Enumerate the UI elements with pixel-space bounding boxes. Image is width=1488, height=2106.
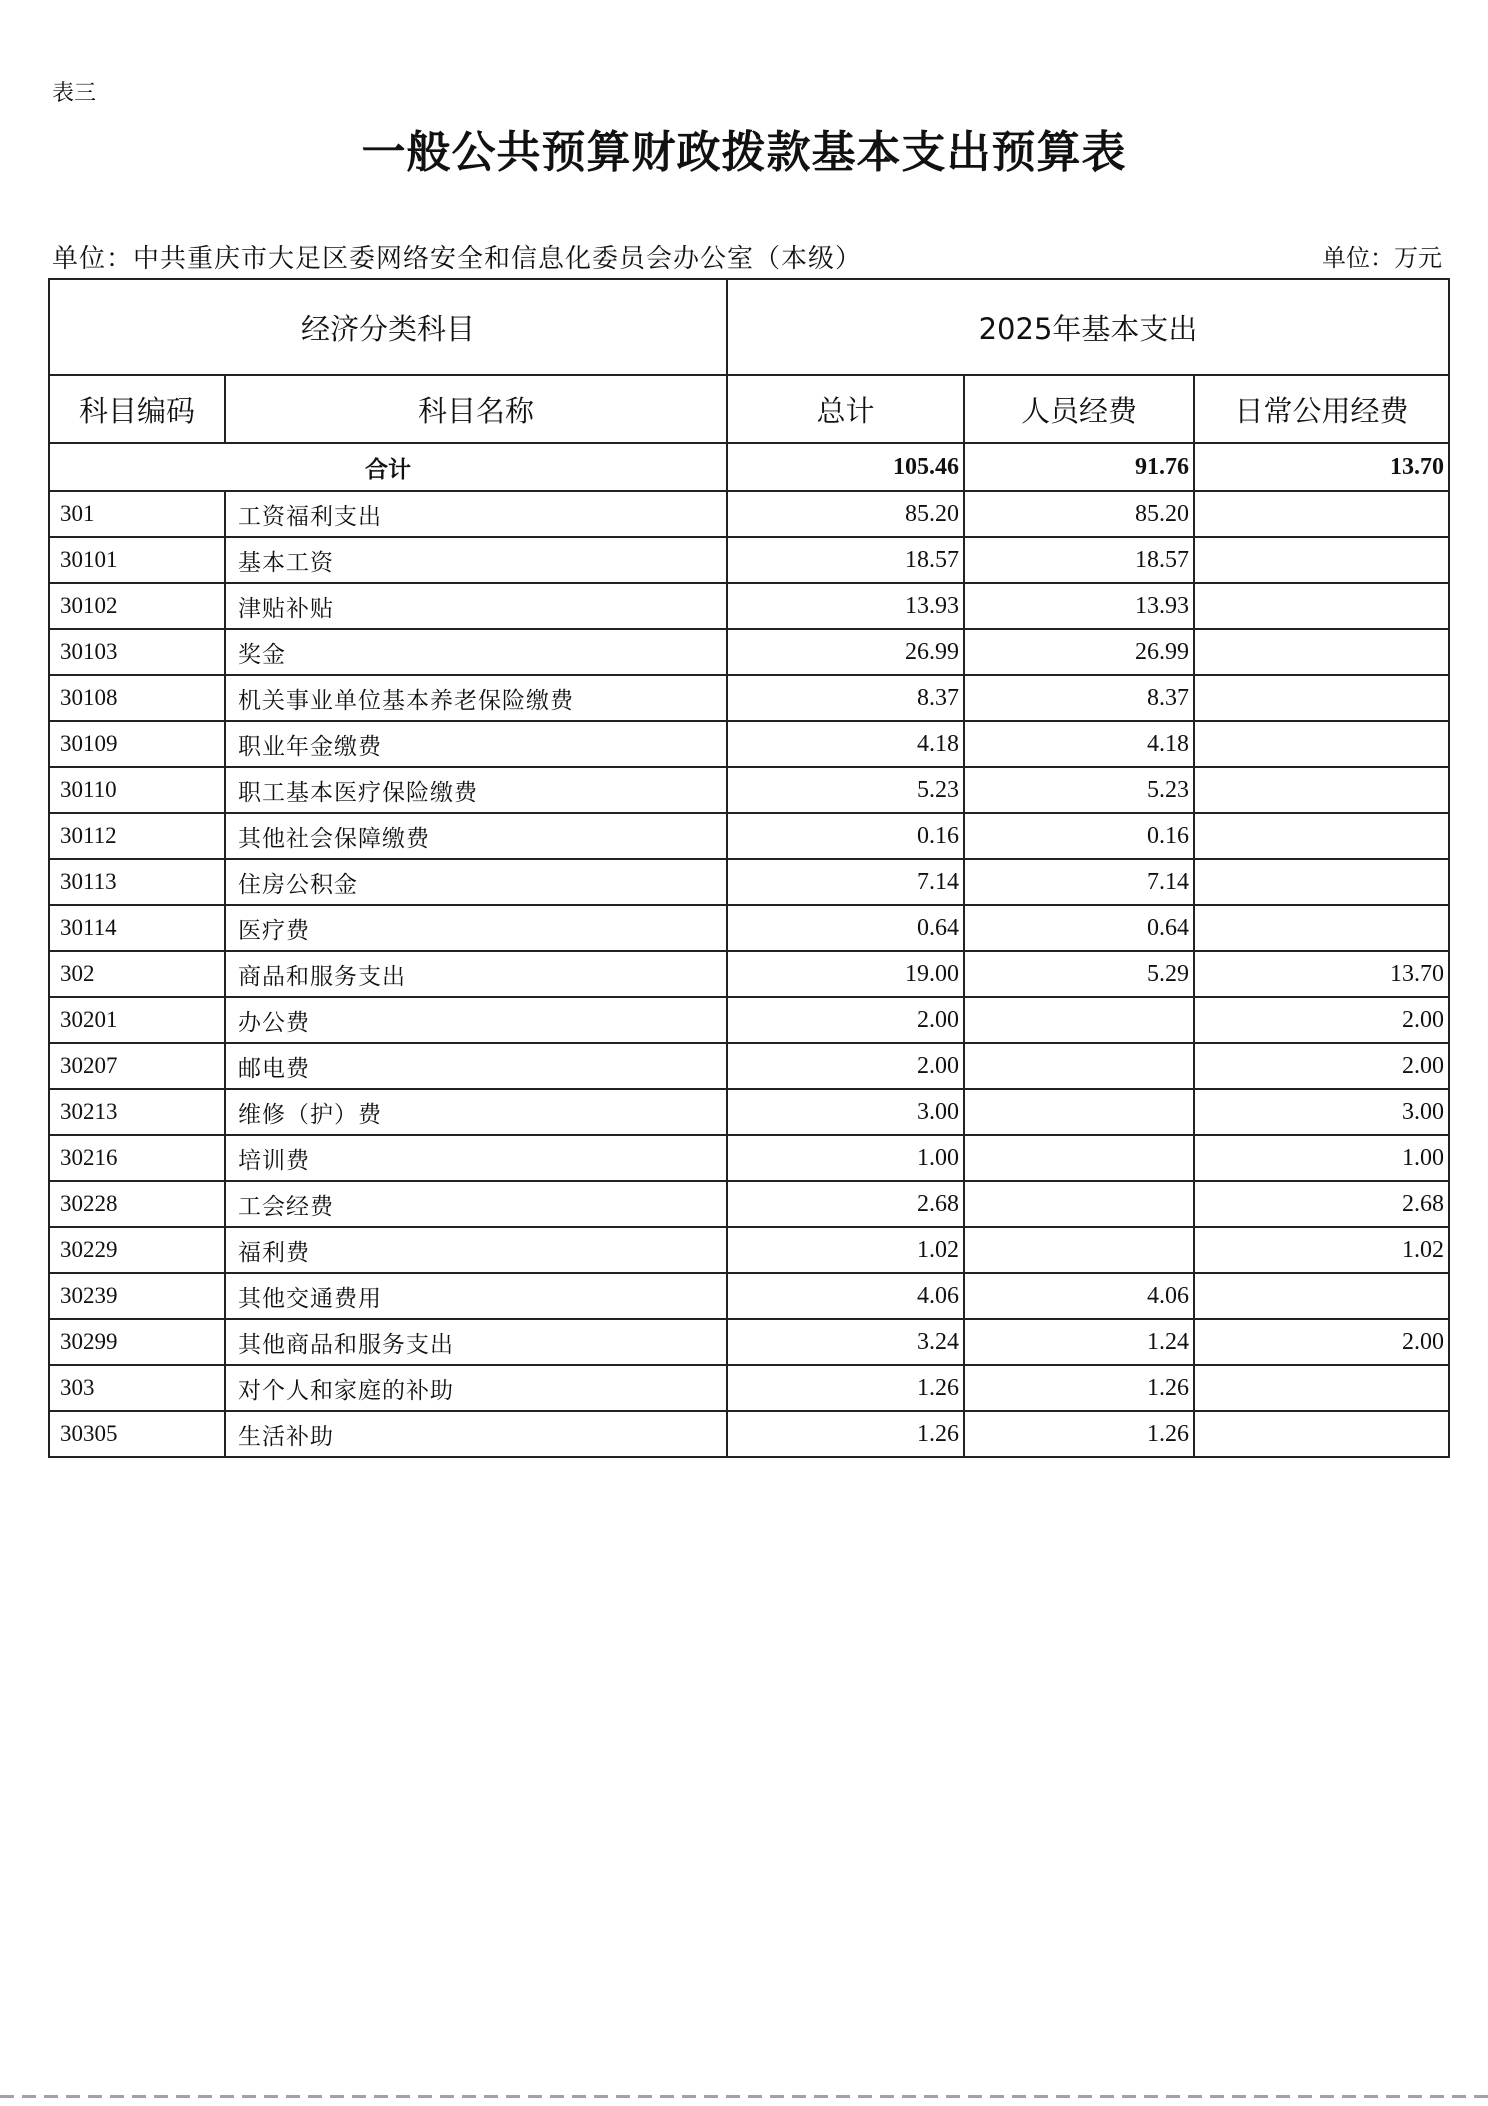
row-name: 机关事业单位基本养老保险缴费 <box>225 675 727 721</box>
row-public <box>1194 491 1449 537</box>
table-row <box>49 1227 1449 1273</box>
unit-organization: 单位：中共重庆市大足区委网络安全和信息化委员会办公室（本级） <box>52 244 863 274</box>
row-personnel <box>964 1181 1194 1227</box>
row-total: 1.00 <box>727 1135 964 1181</box>
row-public: 2.00 <box>1194 1319 1449 1365</box>
row-code: 30109 <box>49 721 225 767</box>
row-name: 邮电费 <box>225 1043 727 1089</box>
row-code: 303 <box>49 1365 225 1411</box>
table-row <box>49 1273 1449 1319</box>
row-public <box>1194 721 1449 767</box>
row-code: 30112 <box>49 813 225 859</box>
row-name: 其他社会保障缴费 <box>225 813 727 859</box>
row-personnel <box>964 1227 1194 1273</box>
row-personnel: 1.26 <box>964 1411 1194 1457</box>
row-name: 对个人和家庭的补助 <box>225 1365 727 1411</box>
row-code: 30216 <box>49 1135 225 1181</box>
row-public: 1.00 <box>1194 1135 1449 1181</box>
row-code: 30201 <box>49 997 225 1043</box>
row-total: 26.99 <box>727 629 964 675</box>
table-row <box>49 491 1449 537</box>
header-public: 日常公用经费 <box>1194 375 1449 443</box>
row-public <box>1194 767 1449 813</box>
table-row <box>49 767 1449 813</box>
row-public: 1.02 <box>1194 1227 1449 1273</box>
row-code: 30299 <box>49 1319 225 1365</box>
row-public <box>1194 537 1449 583</box>
row-public <box>1194 1365 1449 1411</box>
row-total: 3.00 <box>727 1089 964 1135</box>
row-name: 津贴补贴 <box>225 583 727 629</box>
row-total: 2.68 <box>727 1181 964 1227</box>
row-code: 30101 <box>49 537 225 583</box>
row-public <box>1194 583 1449 629</box>
row-personnel: 0.64 <box>964 905 1194 951</box>
total-row <box>49 443 1449 491</box>
row-personnel: 4.06 <box>964 1273 1194 1319</box>
row-total: 13.93 <box>727 583 964 629</box>
row-total: 2.00 <box>727 1043 964 1089</box>
row-public <box>1194 629 1449 675</box>
row-code: 30110 <box>49 767 225 813</box>
table-row <box>49 813 1449 859</box>
table-row <box>49 859 1449 905</box>
table-row <box>49 1411 1449 1457</box>
row-public <box>1194 1273 1449 1319</box>
row-total: 3.24 <box>727 1319 964 1365</box>
row-public: 2.00 <box>1194 997 1449 1043</box>
table-row <box>49 1181 1449 1227</box>
row-code: 30108 <box>49 675 225 721</box>
row-personnel: 18.57 <box>964 537 1194 583</box>
row-public: 13.70 <box>1194 951 1449 997</box>
row-personnel: 5.29 <box>964 951 1194 997</box>
row-code: 301 <box>49 491 225 537</box>
row-total: 85.20 <box>727 491 964 537</box>
page-footer-line <box>0 2095 1488 2098</box>
budget-table <box>48 278 1450 1458</box>
row-personnel: 85.20 <box>964 491 1194 537</box>
row-name: 办公费 <box>225 997 727 1043</box>
table-row <box>49 629 1449 675</box>
total-public: 13.70 <box>1194 443 1449 491</box>
row-name: 工资福利支出 <box>225 491 727 537</box>
table-row <box>49 721 1449 767</box>
table-row <box>49 1365 1449 1411</box>
row-public <box>1194 859 1449 905</box>
row-code: 30228 <box>49 1181 225 1227</box>
header-total: 总计 <box>727 375 964 443</box>
row-code: 30113 <box>49 859 225 905</box>
row-code: 30213 <box>49 1089 225 1135</box>
row-public: 2.00 <box>1194 1043 1449 1089</box>
header-row-2 <box>49 375 1449 443</box>
row-code: 30305 <box>49 1411 225 1457</box>
row-name: 住房公积金 <box>225 859 727 905</box>
row-total: 1.26 <box>727 1365 964 1411</box>
row-total: 1.26 <box>727 1411 964 1457</box>
row-public <box>1194 905 1449 951</box>
row-personnel: 1.26 <box>964 1365 1194 1411</box>
row-total: 1.02 <box>727 1227 964 1273</box>
row-personnel: 7.14 <box>964 859 1194 905</box>
row-personnel: 13.93 <box>964 583 1194 629</box>
row-total: 5.23 <box>727 767 964 813</box>
header-name: 科目名称 <box>225 375 727 443</box>
row-public <box>1194 813 1449 859</box>
page-title: 一般公共预算财政拨款基本支出预算表 <box>361 127 1127 178</box>
total-amount: 105.46 <box>727 443 964 491</box>
row-personnel: 4.18 <box>964 721 1194 767</box>
row-code: 30239 <box>49 1273 225 1319</box>
row-name: 奖金 <box>225 629 727 675</box>
row-name: 生活补助 <box>225 1411 727 1457</box>
row-total: 0.16 <box>727 813 964 859</box>
row-name: 其他交通费用 <box>225 1273 727 1319</box>
table-row <box>49 583 1449 629</box>
header-personnel: 人员经费 <box>964 375 1194 443</box>
table-row <box>49 1089 1449 1135</box>
row-name: 福利费 <box>225 1227 727 1273</box>
row-name: 其他商品和服务支出 <box>225 1319 727 1365</box>
row-name: 医疗费 <box>225 905 727 951</box>
row-total: 4.06 <box>727 1273 964 1319</box>
row-personnel: 1.24 <box>964 1319 1194 1365</box>
header-econ-class: 经济分类科目 <box>49 279 727 375</box>
row-total: 2.00 <box>727 997 964 1043</box>
row-total: 4.18 <box>727 721 964 767</box>
total-personnel: 91.76 <box>964 443 1194 491</box>
row-total: 8.37 <box>727 675 964 721</box>
row-name: 商品和服务支出 <box>225 951 727 997</box>
row-total: 18.57 <box>727 537 964 583</box>
row-code: 302 <box>49 951 225 997</box>
table-row <box>49 951 1449 997</box>
table-row <box>49 1319 1449 1365</box>
table-row <box>49 675 1449 721</box>
row-name: 职业年金缴费 <box>225 721 727 767</box>
table-label: 表三 <box>52 81 97 106</box>
row-name: 工会经费 <box>225 1181 727 1227</box>
table-row <box>49 905 1449 951</box>
row-name: 职工基本医疗保险缴费 <box>225 767 727 813</box>
row-name: 培训费 <box>225 1135 727 1181</box>
row-code: 30114 <box>49 905 225 951</box>
row-personnel: 26.99 <box>964 629 1194 675</box>
row-personnel <box>964 1135 1194 1181</box>
total-label: 合计 <box>49 443 727 491</box>
table-row <box>49 1135 1449 1181</box>
header-row-1 <box>49 279 1449 375</box>
row-personnel <box>964 1089 1194 1135</box>
row-public <box>1194 1411 1449 1457</box>
row-name: 基本工资 <box>225 537 727 583</box>
row-personnel <box>964 997 1194 1043</box>
row-public: 3.00 <box>1194 1089 1449 1135</box>
row-code: 30102 <box>49 583 225 629</box>
row-public: 2.68 <box>1194 1181 1449 1227</box>
row-personnel: 0.16 <box>964 813 1194 859</box>
header-code: 科目编码 <box>49 375 225 443</box>
table-row <box>49 997 1449 1043</box>
row-total: 7.14 <box>727 859 964 905</box>
row-personnel <box>964 1043 1194 1089</box>
table-row <box>49 537 1449 583</box>
table-row <box>49 1043 1449 1089</box>
row-code: 30229 <box>49 1227 225 1273</box>
row-personnel: 8.37 <box>964 675 1194 721</box>
row-code: 30103 <box>49 629 225 675</box>
row-personnel: 5.23 <box>964 767 1194 813</box>
unit-currency: 单位：万元 <box>1322 244 1442 272</box>
row-public <box>1194 675 1449 721</box>
row-name: 维修（护）费 <box>225 1089 727 1135</box>
row-total: 19.00 <box>727 951 964 997</box>
row-total: 0.64 <box>727 905 964 951</box>
row-code: 30207 <box>49 1043 225 1089</box>
header-year-expense: 2025年基本支出 <box>727 279 1449 375</box>
